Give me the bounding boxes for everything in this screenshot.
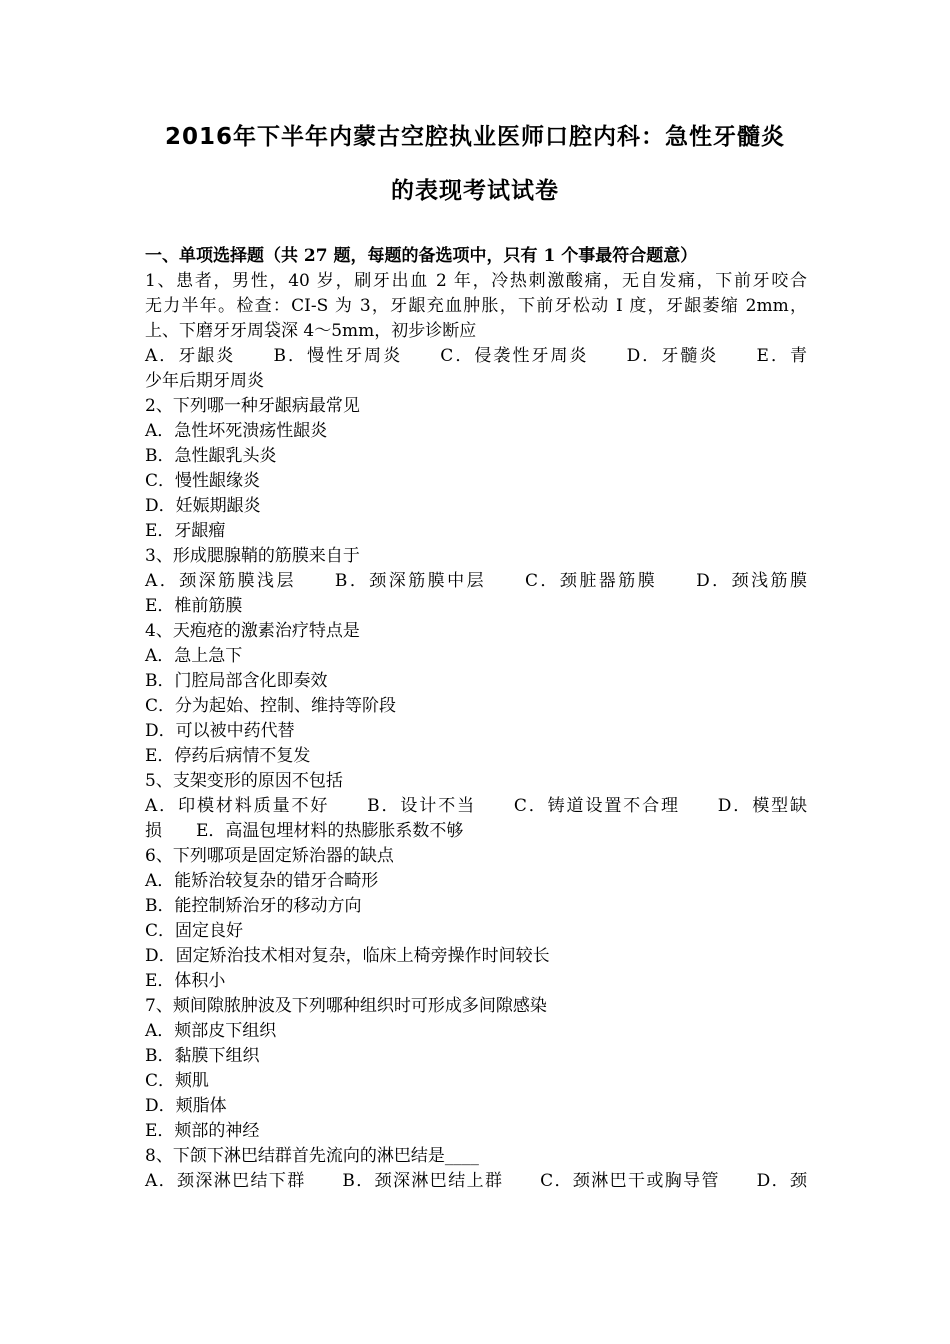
option-b: B．能控制矫治牙的移动方向: [145, 896, 362, 916]
option-c: C．慢性龈缘炎: [145, 471, 261, 491]
exam-content: [145, 244, 807, 1194]
question-stem: 1、患者，男性，40 岁，刷牙出血 2 年，冷热刺激酸痛，无自发痛，下前牙咬合: [145, 271, 807, 291]
option-b: B．门腔局部含化即奏效: [145, 671, 328, 691]
option-e: E．颊部的神经: [145, 1121, 260, 1141]
question-2: [145, 394, 807, 544]
question-3: [145, 544, 807, 619]
option-d: D．可以被中药代替: [145, 721, 295, 741]
answer-options: A．印模材料质量不好 B．设计不当 C．铸道设置不合理 D．模型缺: [145, 796, 807, 816]
answer-options: 少年后期牙周炎: [145, 371, 264, 391]
document-title-line-2: 的表现考试试卷: [391, 178, 559, 204]
option-e: E．停药后病情不复发: [145, 746, 311, 766]
answer-options: E．椎前筋膜: [145, 596, 243, 616]
option-b: B．急性龈乳头炎: [145, 446, 277, 466]
question-1: [145, 269, 807, 394]
question-stem: 5、支架变形的原因不包括: [145, 771, 343, 791]
option-c: C．分为起始、控制、维持等阶段: [145, 696, 397, 716]
option-a: A．急上急下: [145, 646, 243, 666]
section-heading: 一、单项选择题（共 27 题，每题的备选项中，只有 1 个事最符合题意）: [145, 246, 698, 266]
question-stem: 7、颊间隙脓肿波及下列哪种组织时可形成多间隙感染: [145, 996, 547, 1016]
question-stem: 8、下颌下淋巴结群首先流向的淋巴结是____: [145, 1146, 479, 1166]
option-e: E．体积小: [145, 971, 226, 991]
option-d: D．颊脂体: [145, 1096, 227, 1116]
option-d: D．妊娠期龈炎: [145, 496, 261, 516]
question-stem: 无力半年。检查：CI-S 为 3，牙龈充血肿胀，下前牙松动 I 度，牙龈萎缩 2mm，: [145, 296, 807, 316]
answer-options: A．颈深筋膜浅层 B．颈深筋膜中层 C．颈脏器筋膜 D．颈浅筋膜: [145, 571, 807, 591]
question-stem: 上、下磨牙牙周袋深 4～5mm，初步诊断应: [145, 321, 477, 341]
answer-options: A．颈深淋巴结下群 B．颈深淋巴结上群 C．颈淋巴干或胸导管 D．颈: [145, 1171, 807, 1191]
answer-options: A．牙龈炎 B．慢性牙周炎 C．侵袭性牙周炎 D．牙髓炎 E．青: [145, 346, 807, 366]
option-d: D．固定矫治技术相对复杂，临床上椅旁操作时间较长: [145, 946, 550, 966]
option-a: A．颊部皮下组织: [145, 1021, 277, 1041]
question-4: [145, 619, 807, 769]
document-title-line-1: 2016年下半年内蒙古空腔执业医师口腔内科：急性牙髓炎: [164, 124, 785, 150]
question-stem: 6、下列哪项是固定矫治器的缺点: [145, 846, 394, 866]
question-stem: 4、天疱疮的激素治疗特点是: [145, 621, 360, 641]
question-5: [145, 769, 807, 844]
question-8: [145, 1144, 807, 1194]
question-stem: 3、形成腮腺鞘的筋膜来自于: [145, 546, 360, 566]
option-c: C．固定良好: [145, 921, 244, 941]
option-a: A．急性坏死溃疡性龈炎: [145, 421, 328, 441]
option-e: E．牙龈瘤: [145, 521, 226, 541]
answer-options: 损 E．高温包埋材料的热膨胀系数不够: [145, 821, 464, 841]
question-6: [145, 844, 807, 994]
question-7: [145, 994, 807, 1144]
option-a: A．能矫治较复杂的错牙合畸形: [145, 871, 379, 891]
option-b: B．黏膜下组织: [145, 1046, 260, 1066]
question-stem: 2、下列哪一种牙龈病最常见: [145, 396, 360, 416]
option-c: C．颊肌: [145, 1071, 210, 1091]
